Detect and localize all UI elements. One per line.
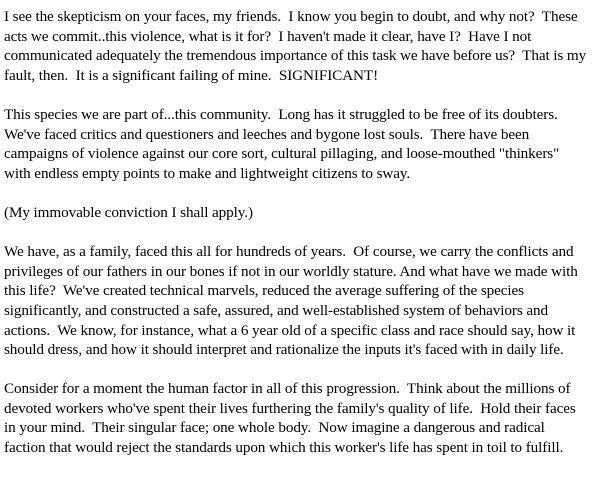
paragraph-1: I see the skepticism on your faces, my friends. I know you begin to doubt, and why not? These acts we commit..this violence, what is it for? I haven't made it clear, have I? Have I not communicated adequately the tremendous importance of this task we have before us? That is my fault, then. It is a significant failing of mine. SIGNIFICANT! [4, 8, 590, 84]
paragraph-2: This species we are part of...this community. Long has it struggled to be free of its doubters. We've faced critics and questioners and leeches and bygone lost souls. There have been campaigns of violence against our core sort, cultural pillaging, and loose-mouthed "thinkers" with endless empty points to make and lightweight citizens to sway. [4, 105, 565, 182]
paragraph-3: (My immovable conviction I shall apply.) [4, 203, 253, 221]
paragraph-5: Consider for a moment the human factor in all of this progression. Think about the millions of devoted workers who've spent their lives furthering the family's quality of life. Hold their faces in your mind. Their singular face; one whole body. Now imagine a dangerous and radical faction that would reject the standards upon which this worker's life has spent in toil to fulfill. [4, 380, 580, 457]
paragraph-4: We have, as a family, faced this all for hundreds of years. Of course, we carry the conflicts and privileges of our fathers in our bones if not in our worldly stature. And what have we made with this life? We've created technical marvels, reduced the average suffering of the species significantly, and constructed a safe, assured, and well-established system of behaviors and actions. We know, for instance, what a 6 year old of a specific class and race should say, how it should dress, and how it should interpret and rationalize the inputs it's faced with in daily life. [4, 243, 582, 359]
